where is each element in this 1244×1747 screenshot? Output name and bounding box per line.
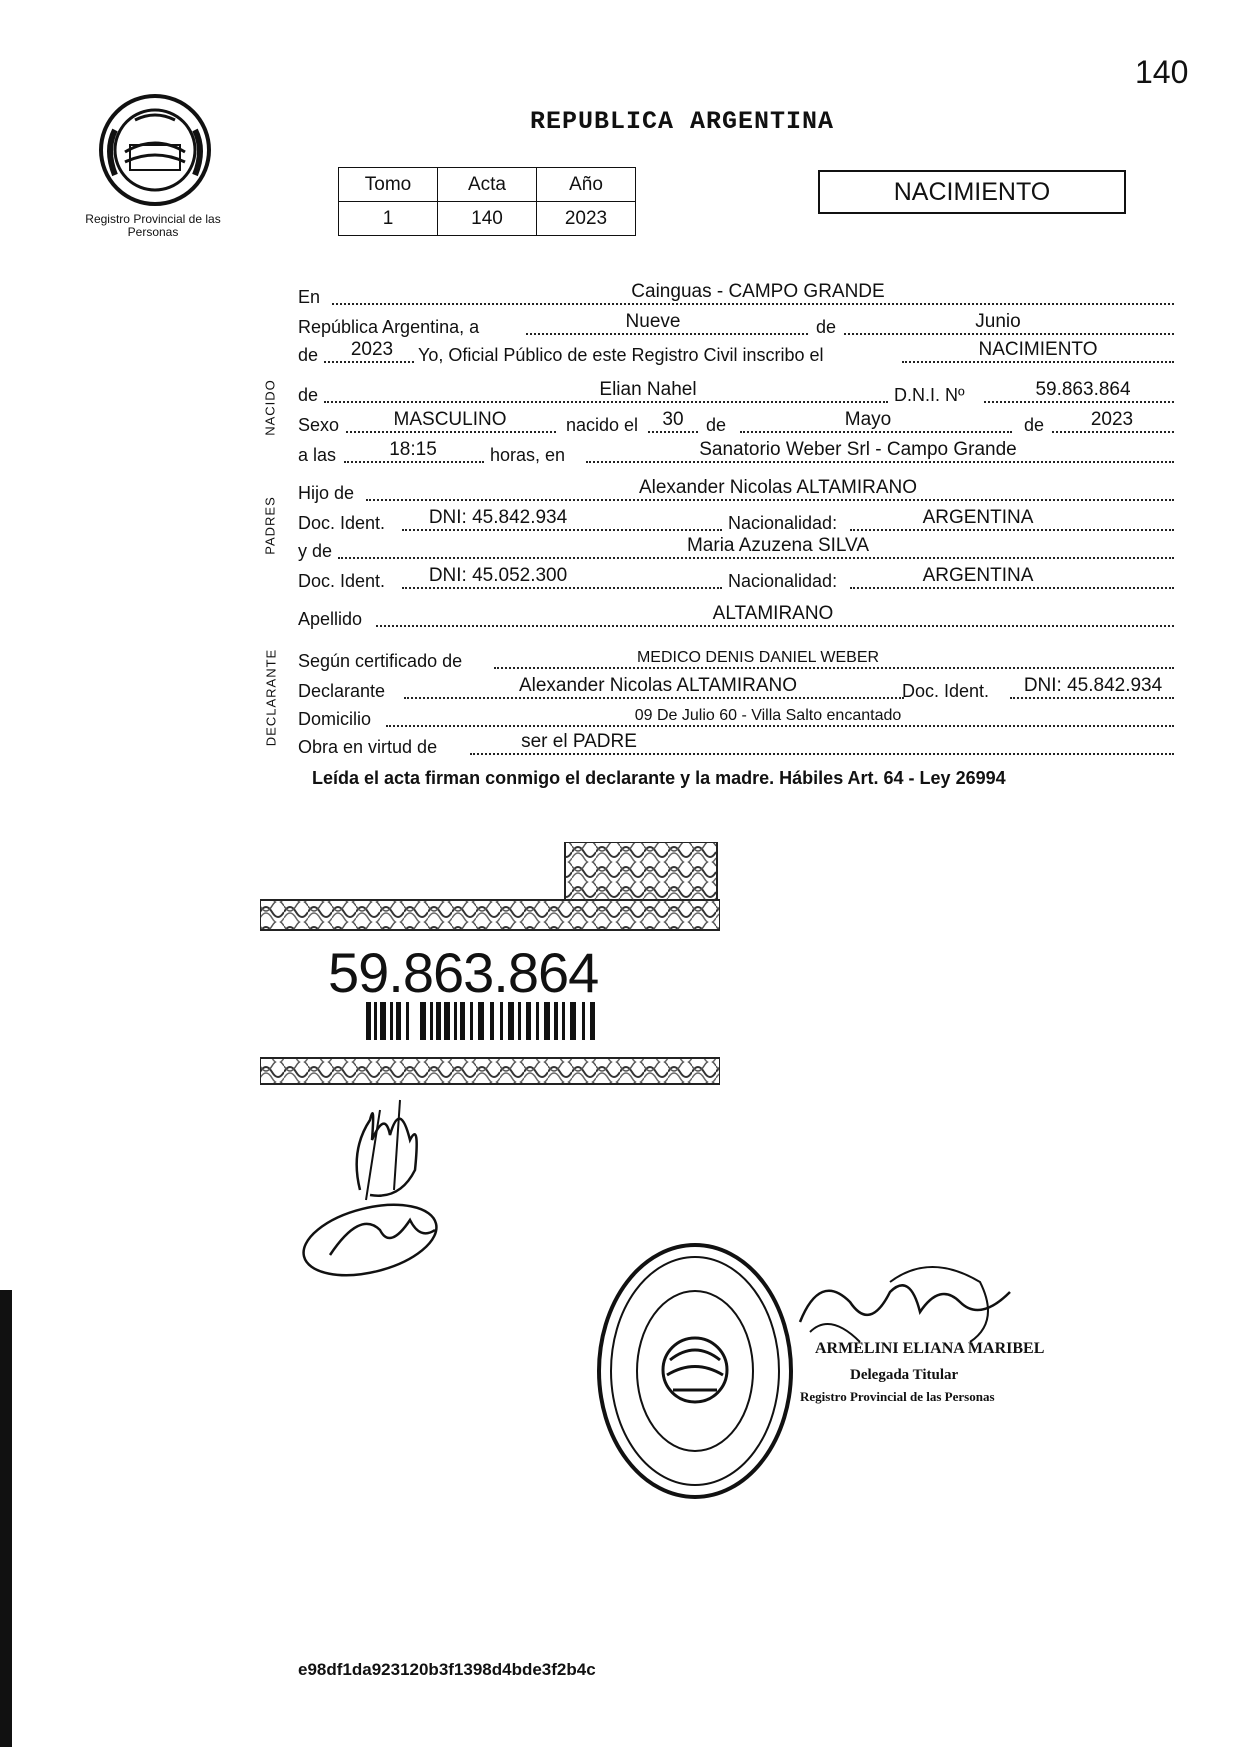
value-declarant-doc: DNI: 45.842.934 bbox=[1023, 675, 1163, 696]
label-dni: D.N.I. Nº bbox=[894, 385, 965, 405]
acta-header: Acta bbox=[438, 168, 537, 202]
value-event: NACIMIENTO bbox=[978, 339, 1098, 360]
value-father-doc: DNI: 45.842.934 bbox=[428, 507, 568, 528]
value-month: Junio bbox=[975, 311, 1021, 332]
row-place bbox=[298, 280, 1174, 310]
row-date bbox=[298, 310, 1174, 340]
label-obra: Obra en virtud de bbox=[298, 737, 438, 757]
row-father bbox=[298, 476, 1174, 506]
row-surname bbox=[298, 602, 1174, 632]
value-mother-name: Maria Azuzena SILVA bbox=[686, 535, 869, 556]
side-label-born: NACIDO bbox=[262, 379, 278, 436]
row-declarant bbox=[298, 674, 1174, 704]
label-mother-nationality: Nacionalidad: bbox=[728, 571, 838, 591]
value-birth-year: 2023 bbox=[1090, 409, 1134, 430]
registry-seal bbox=[595, 1240, 795, 1502]
label-en: En bbox=[298, 287, 321, 307]
row-mother bbox=[298, 534, 1174, 564]
label-domicilio: Domicilio bbox=[298, 709, 372, 729]
label-de-year: de bbox=[298, 345, 319, 365]
row-mother-doc bbox=[298, 564, 1174, 594]
value-address: 09 De Julio 60 - Villa Salto encantado bbox=[634, 707, 902, 724]
label-a-las: a las bbox=[298, 445, 337, 465]
value-birth-time: 18:15 bbox=[389, 439, 437, 460]
provincial-logo bbox=[95, 90, 215, 210]
row-father-doc bbox=[298, 506, 1174, 536]
value-place: Cainguas - CAMPO GRANDE bbox=[631, 281, 885, 302]
registrar-signature bbox=[790, 1262, 1030, 1382]
label-republica: República Argentina, a bbox=[298, 317, 480, 337]
label-de-month: de bbox=[816, 317, 837, 337]
row-name bbox=[298, 378, 1174, 408]
acta-value: 140 bbox=[438, 202, 537, 236]
country-title: REPUBLICA ARGENTINA bbox=[530, 107, 835, 136]
row-time-place bbox=[298, 438, 1174, 468]
label-y-de: y de bbox=[298, 541, 333, 561]
value-sex: MASCULINO bbox=[393, 409, 507, 430]
label-nacido-el: nacido el bbox=[566, 415, 639, 435]
value-certificate: MEDICO DENIS DANIEL WEBER bbox=[636, 649, 880, 666]
label-de-birth-year: de bbox=[1024, 415, 1045, 435]
label-father-nationality: Nacionalidad: bbox=[728, 513, 838, 533]
label-de-name: de bbox=[298, 385, 319, 405]
label-declarante: Declarante bbox=[298, 681, 386, 701]
scan-edge-strip bbox=[0, 1290, 12, 1747]
registrar-role: Delegada Titular bbox=[850, 1367, 959, 1383]
label-mother-doc: Doc. Ident. bbox=[298, 571, 386, 591]
reference-table bbox=[338, 167, 636, 236]
label-hijo-de: Hijo de bbox=[298, 483, 355, 503]
label-segun: Según certificado de bbox=[298, 651, 463, 671]
value-declarant-name: Alexander Nicolas ALTAMIRANO bbox=[518, 675, 798, 696]
registrar-name: ARMELINI ELIANA MARIBEL bbox=[815, 1340, 1045, 1357]
ano-header: Año bbox=[537, 168, 636, 202]
label-father-doc: Doc. Ident. bbox=[298, 513, 386, 533]
closing-statement: Leída el acta firman conmigo el declarante y la madre. Hábiles Art. 64 - Ley 26994 bbox=[312, 768, 1006, 788]
value-mother-doc: DNI: 45.052.300 bbox=[428, 565, 568, 586]
value-mother-nationality: ARGENTINA bbox=[922, 565, 1034, 586]
row-certificate bbox=[298, 644, 1174, 674]
side-label-declarant: DECLARANTE bbox=[263, 648, 279, 747]
registry-name: Registro Provincial de las Personas bbox=[85, 212, 221, 239]
document-hash: e98df1da923120b3f1398d4bde3f2b4c bbox=[298, 1660, 596, 1679]
value-by-virtue: ser el PADRE bbox=[521, 731, 637, 752]
page-number: 140 bbox=[1135, 54, 1189, 90]
barcode-number: 59.863.864 bbox=[328, 941, 599, 1004]
label-yo: Yo, Oficial Público de este Registro Civil inscribo el bbox=[418, 345, 824, 365]
declarant-signature bbox=[300, 1080, 480, 1280]
row-address bbox=[298, 702, 1174, 732]
value-name: Elian Nahel bbox=[599, 379, 697, 400]
label-sexo: Sexo bbox=[298, 415, 340, 435]
value-birth-day: 30 bbox=[662, 409, 684, 430]
value-year: 2023 bbox=[350, 339, 394, 360]
tomo-value: 1 bbox=[339, 202, 438, 236]
row-by-virtue bbox=[298, 730, 1174, 760]
value-birth-month: Mayo bbox=[844, 409, 892, 430]
ano-value: 2023 bbox=[537, 202, 636, 236]
value-father-name: Alexander Nicolas ALTAMIRANO bbox=[638, 477, 918, 498]
tomo-header: Tomo bbox=[339, 168, 438, 202]
label-apellido: Apellido bbox=[298, 609, 363, 629]
row-sex-birth bbox=[298, 408, 1174, 438]
value-birth-place: Sanatorio Weber Srl - Campo Grande bbox=[699, 439, 1017, 460]
value-day-word: Nueve bbox=[625, 311, 681, 332]
label-de-birth-month: de bbox=[706, 415, 727, 435]
row-event bbox=[298, 338, 1174, 368]
value-dni: 59.863.864 bbox=[1035, 379, 1131, 400]
record-kind: NACIMIENTO bbox=[818, 170, 1126, 214]
value-father-nationality: ARGENTINA bbox=[922, 507, 1034, 528]
label-declarant-doc: Doc. Ident. bbox=[902, 681, 990, 701]
side-label-parents: PADRES bbox=[262, 496, 278, 555]
registrar-office: Registro Provincial de las Personas bbox=[800, 1389, 995, 1404]
value-surname: ALTAMIRANO bbox=[712, 603, 834, 624]
label-horas-en: horas, en bbox=[490, 445, 566, 465]
